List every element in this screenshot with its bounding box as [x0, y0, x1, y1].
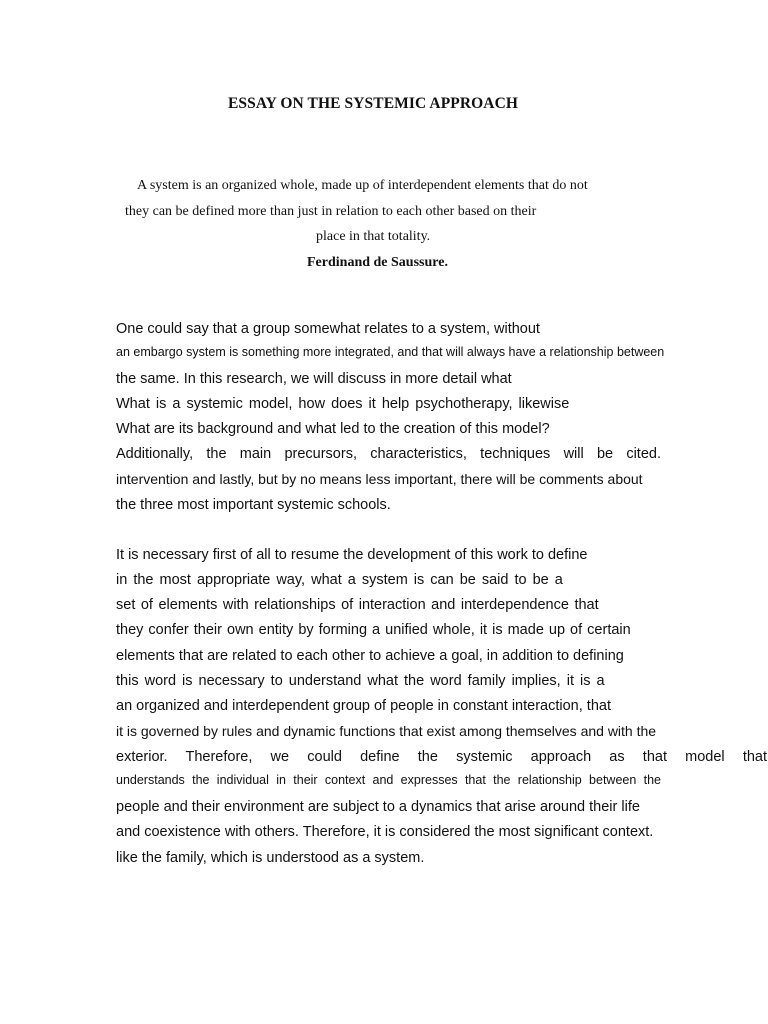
- paragraph-line: What is a systemic model, how does it help psychotherapy, likewise: [116, 396, 570, 412]
- paragraph-line: intervention and lastly, but by no means less important, there will be comments about: [116, 471, 643, 487]
- paragraph-line: exterior. Therefore, we could define the systemic approach as that model that: [116, 749, 767, 765]
- paragraph-line: like the family, which is understood as a system.: [116, 850, 425, 866]
- paragraph-line: they confer their own entity by forming a unified whole, it is made up of certain: [116, 622, 631, 638]
- paragraph-line: an embargo system is something more integrated, and that will always have a relationship between: [116, 345, 665, 359]
- paragraph-line: One could say that a group somewhat relates to a system, without: [116, 321, 540, 337]
- paragraph-line: elements that are related to each other to achieve a goal, in addition to defining: [116, 648, 624, 664]
- paragraph-line: an organized and interdependent group of people in constant interaction, that: [116, 698, 611, 714]
- paragraph-line: in the most appropriate way, what a system is can be said to be a: [116, 572, 563, 588]
- paragraph-line: and coexistence with others. Therefore, it is considered the most significant context.: [116, 824, 654, 840]
- paragraph-line: It is necessary first of all to resume the development of this work to define: [116, 547, 588, 563]
- paragraph-line: Additionally, the main precursors, characteristics, techniques will be cited.: [116, 446, 661, 462]
- paragraph-line: this word is necessary to understand what the word family implies, it is a: [116, 673, 605, 689]
- paragraph-line: the three most important systemic schools.: [116, 497, 391, 513]
- paragraph-line: set of elements with relationships of interaction and interdependence that: [116, 597, 599, 613]
- document-title: ESSAY ON THE SYSTEMIC APPROACH: [227, 95, 519, 112]
- paragraph-line: understands the individual in their context and expresses that the relationship between the: [116, 773, 661, 787]
- epigraph-line: A system is an organized whole, made up of interdependent elements that do not: [137, 178, 588, 193]
- epigraph-author: Ferdinand de Saussure.: [307, 255, 448, 270]
- paragraph-line: What are its background and what led to the creation of this model?: [116, 421, 550, 437]
- paragraph-line: the same. In this research, we will discuss in more detail what: [116, 371, 512, 387]
- epigraph-line: they can be defined more than just in relation to each other based on their: [125, 204, 537, 219]
- epigraph-line: place in that totality.: [316, 229, 431, 244]
- paragraph-line: it is governed by rules and dynamic functions that exist among themselves and with the: [116, 723, 657, 739]
- paragraph-line: people and their environment are subject to a dynamics that arise around their life: [116, 799, 640, 815]
